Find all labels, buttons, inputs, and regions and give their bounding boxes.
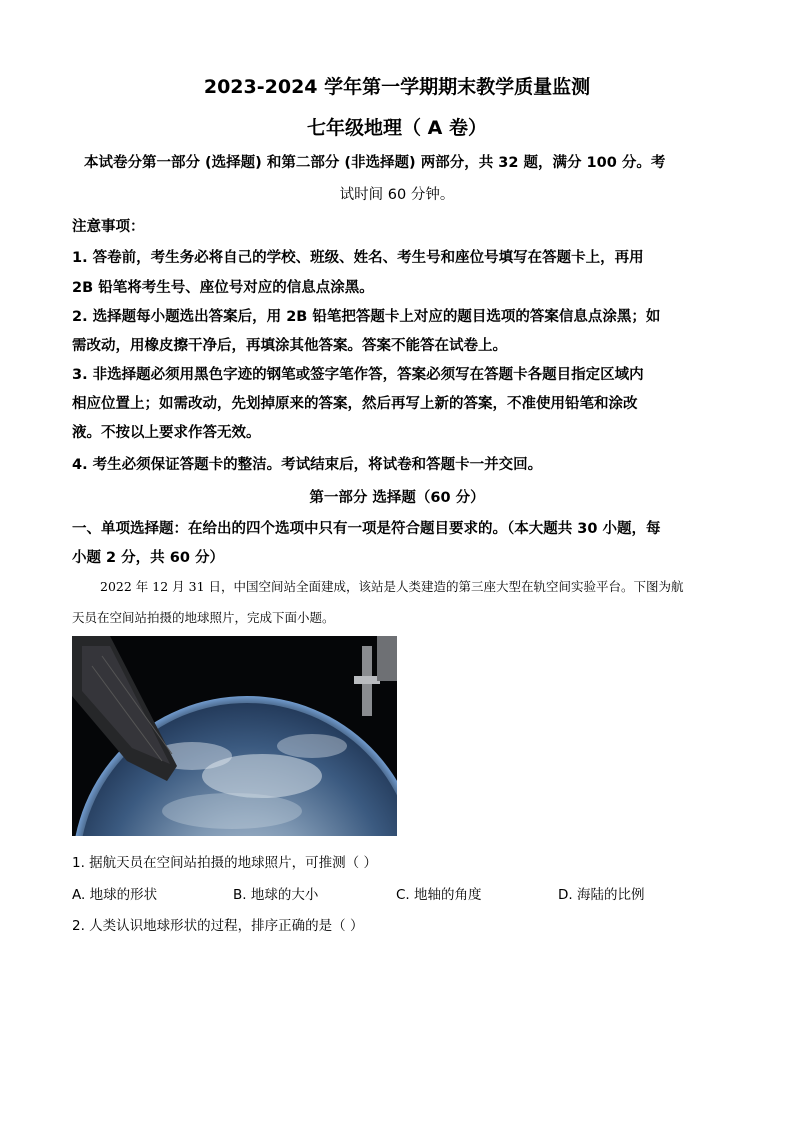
intro-line-2: 试时间 60 分钟。 [339,187,455,203]
notice-line-8: 4. 考生必须保证答题卡的整洁。考试结束后，将试卷和答题卡一并交回。 [72,457,543,473]
exam-subtitle: 七年级地理（ A 卷） [307,117,487,139]
notice-line-2: 2B 铅笔将考生号、座位号对应的信息点涂黑。 [72,280,374,296]
notice-line-7: 液。不按以上要求作答无效。 [72,425,261,441]
notice-heading: 注意事项： [72,219,145,235]
exam-title: 2023-2024 学年第一学期期末教学质量监测 [203,76,591,98]
question-1-stem: 1. 据航天员在空间站拍摄的地球照片，可推测（ ） [72,855,377,871]
section-line-2: 小题 2 分，共 60 分） [72,550,224,566]
earth-photo [72,636,397,836]
passage-line-1: 2022 年 12 月 31 日，中国空间站全面建成，该站是人类建造的第三座大型在轨空间实验平台。下图为航 [100,579,684,594]
notice-line-6: 相应位置上；如需改动，先划掉原来的答案，然后再写上新的答案，不准使用铅笔和涂改 [72,396,638,412]
intro-line-1: 本试卷分第一部分 (选择题) 和第二部分 (非选择题) 两部分，共 32 题，满分 100 分。考 [84,155,666,171]
section-line-1: 一、单项选择题：在给出的四个选项中只有一项是符合题目要求的。（本大题共 30 小题，每 [72,521,661,537]
question-1-option-c[interactable]: C. 地轴的角度 [396,887,482,903]
question-1-option-b[interactable]: B. 地球的大小 [233,887,319,903]
question-1-option-a[interactable]: A. 地球的形状 [72,887,158,903]
part1-heading: 第一部分 选择题（60 分） [309,490,485,506]
notice-line-3: 2. 选择题每小题选出答案后，用 2B 铅笔把答题卡上对应的题目选项的答案信息点涂黑；如 [72,309,661,325]
notice-line-5: 3. 非选择题必须用黑色字迹的钢笔或签字笔作答，答案必须写在答题卡各题目指定区域内 [72,367,644,383]
notice-line-1: 1. 答卷前，考生务必将自己的学校、班级、姓名、考生号和座位号填写在答题卡上，再用 [72,250,644,266]
passage-line-2: 天员在空间站拍摄的地球照片，完成下面小题。 [72,610,335,625]
question-1-option-d[interactable]: D. 海陆的比例 [558,887,645,903]
question-2-stem: 2. 人类认识地球形状的过程，排序正确的是（ ） [72,918,364,934]
notice-line-4: 需改动，用橡皮擦干净后，再填涂其他答案。答案不能答在试卷上。 [72,338,507,354]
